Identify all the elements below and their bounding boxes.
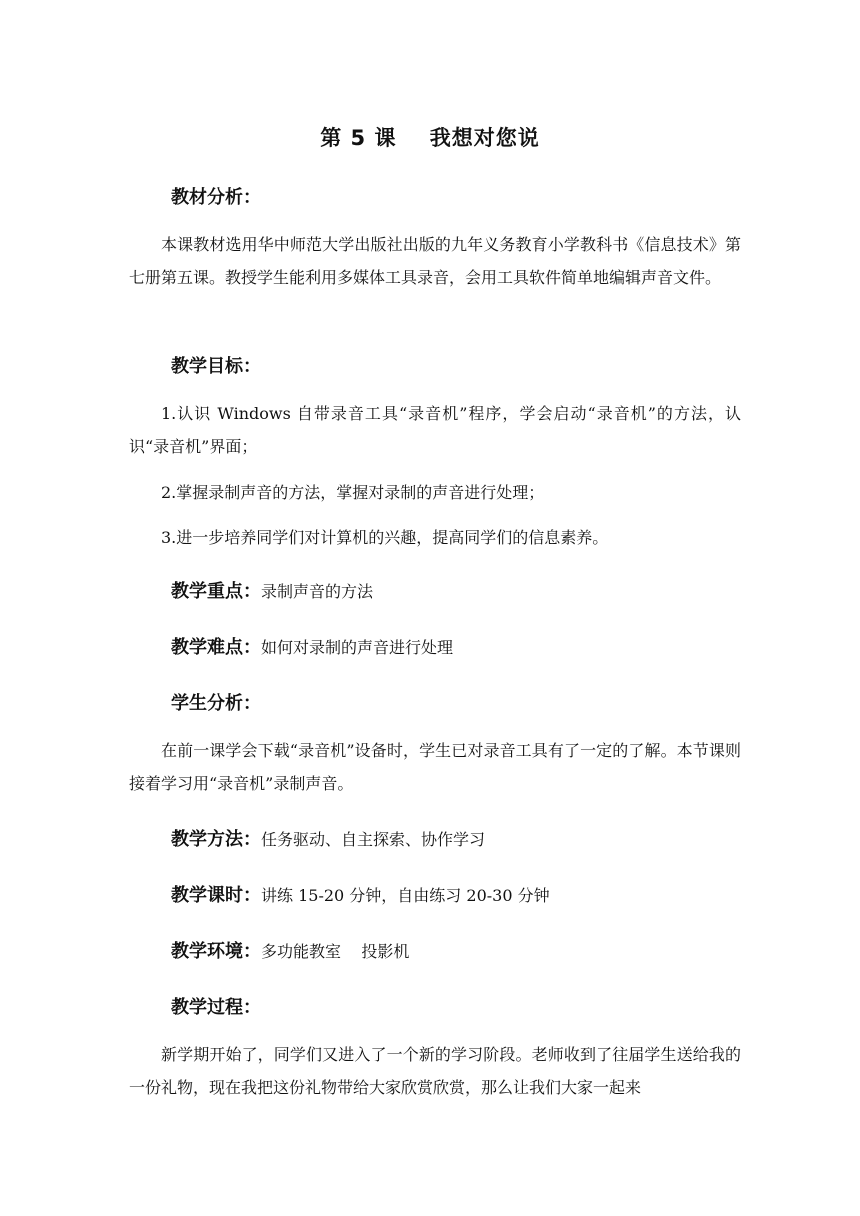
method-line bbox=[171, 825, 485, 851]
goal-item-2: 2.掌握录制声音的方法，掌握对录制的声音进行处理； bbox=[161, 483, 545, 502]
hours-label: 教学课时： bbox=[171, 885, 261, 906]
difficulty-line bbox=[171, 633, 453, 659]
students-paragraph: 在前一课学会下载“录音机”设备时，学生已对录音工具有了一定的了解。本节课则接着学习用“录音机”录制声音。 bbox=[129, 741, 741, 793]
hours-value: 讲练 15-20 分钟，自由练习 20-30 分钟 bbox=[261, 886, 550, 905]
material-paragraph: 本课教材选用华中师范大学出版社出版的九年义务教育小学教科书《信息技术》第七册第五课。教授学生能利用多媒体工具录音，会用工具软件简单地编辑声音文件。 bbox=[129, 235, 741, 287]
process-paragraph: 新学期开始了，同学们又进入了一个新的学习阶段。老师收到了往届学生送给我的一份礼物，现在我把这份礼物带给大家欣赏欣赏，那么让我们大家一起来 bbox=[129, 1045, 741, 1097]
environment-label: 教学环境： bbox=[171, 941, 261, 962]
material-heading: 教材分析： bbox=[171, 187, 261, 208]
difficulty-label: 教学难点： bbox=[171, 637, 261, 658]
method-label: 教学方法： bbox=[171, 829, 261, 850]
goal-item-3: 3.进一步培养同学们对计算机的兴趣，提高同学们的信息素养。 bbox=[161, 528, 609, 547]
environment-line bbox=[171, 937, 409, 963]
environment-value: 多功能教室 投影机 bbox=[261, 942, 410, 961]
goals-heading: 教学目标： bbox=[171, 356, 261, 377]
hours-line bbox=[171, 881, 550, 907]
key-point-line bbox=[171, 577, 373, 603]
method-value: 任务驱动、自主探索、协作学习 bbox=[261, 830, 486, 849]
page-title: 第 5 课 我想对您说 bbox=[320, 126, 540, 150]
process-heading: 教学过程： bbox=[171, 997, 261, 1018]
key-point-label: 教学重点： bbox=[171, 581, 261, 602]
key-point-value: 录制声音的方法 bbox=[261, 582, 374, 601]
students-heading: 学生分析： bbox=[171, 693, 261, 714]
goal-item-1: 1.认识 Windows 自带录音工具“录音机”程序，学会启动“录音机”的方法，认识“录音机”界面； bbox=[129, 404, 741, 456]
difficulty-value: 如何对录制的声音进行处理 bbox=[261, 638, 454, 657]
